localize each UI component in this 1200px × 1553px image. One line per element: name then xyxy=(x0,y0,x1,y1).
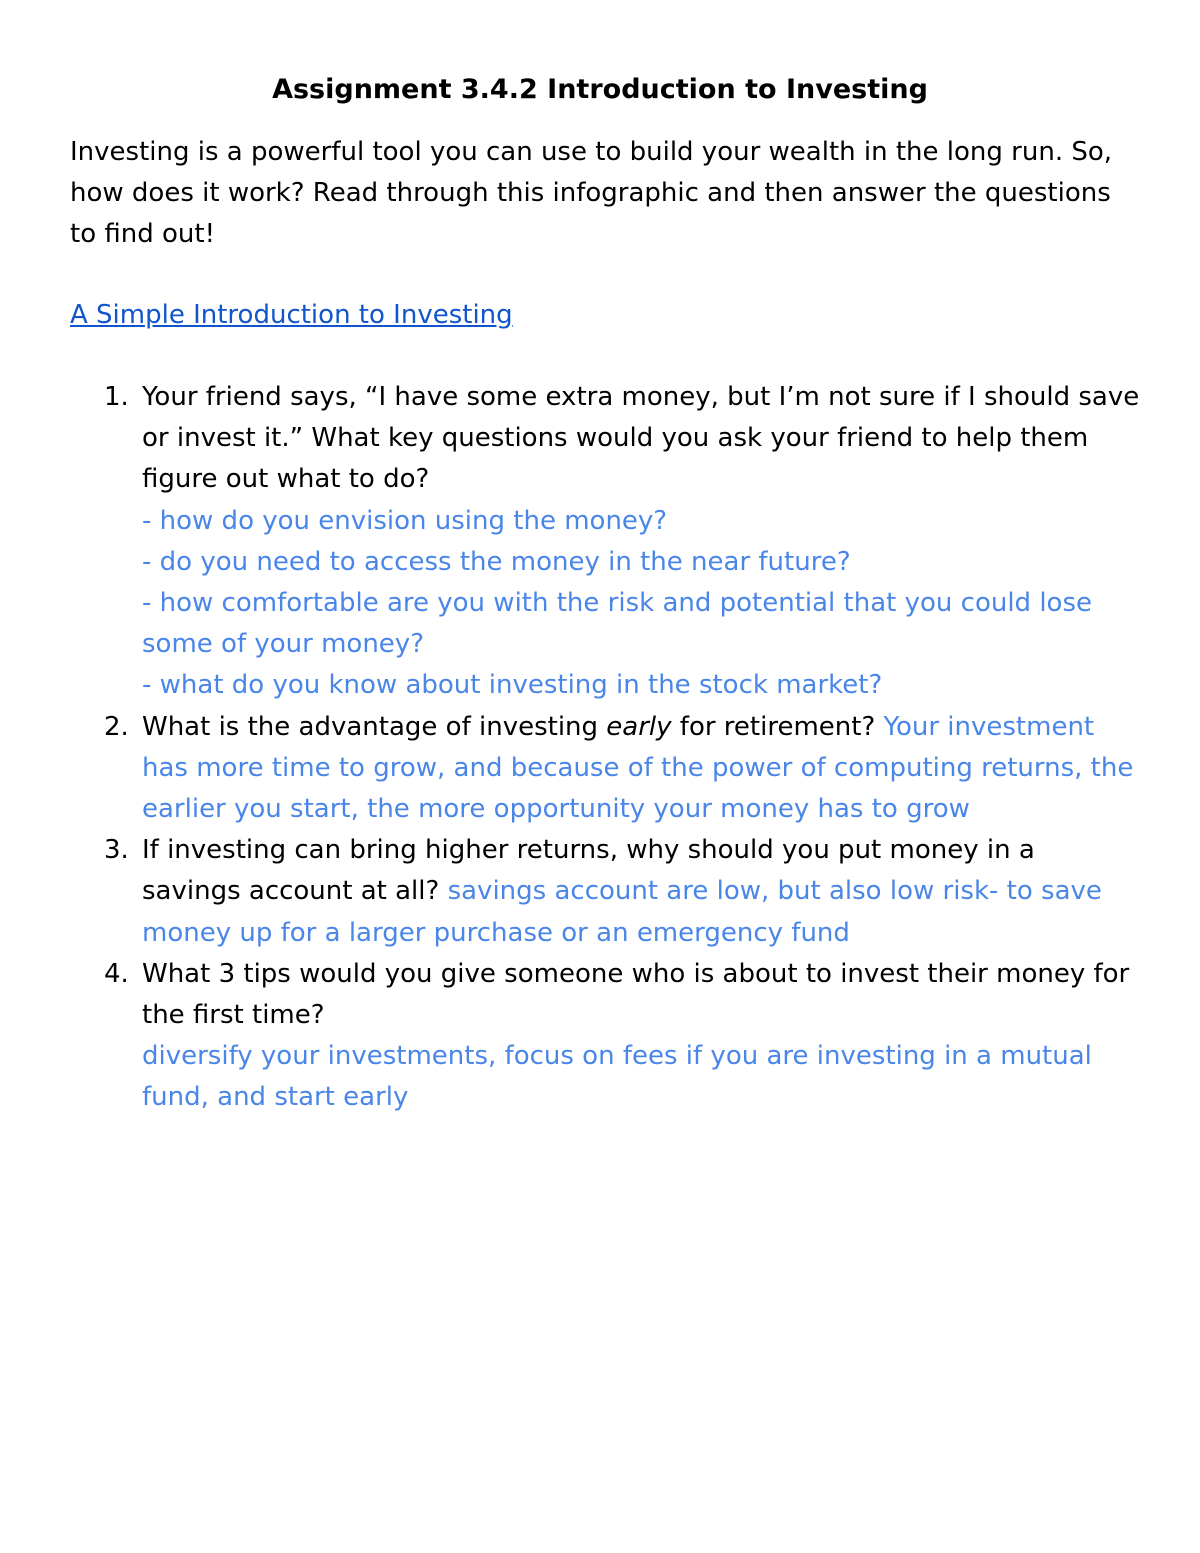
link-paragraph xyxy=(70,295,1140,336)
answer-text: savings account are low, but also low risk- to save money up for a larger purchase or an emergency fund xyxy=(142,876,1102,948)
intro-paragraph: Investing is a powerful tool you can use to build your wealth in the long run. So, how does it work? Read through this infographic and then answer the questions to find out! xyxy=(70,137,1113,249)
question-item-2 xyxy=(70,707,1140,831)
question-number: 4. xyxy=(104,958,129,989)
answer-text: Your investment has more time to grow, and because of the power of computing returns, the earlier you start, the more opportunity your money has to grow xyxy=(142,711,1134,825)
question-number: 3. xyxy=(104,835,129,866)
document-page xyxy=(70,60,1140,1119)
question-item-4 xyxy=(70,954,1140,1119)
question-text: What 3 tips would you give someone who is about to invest their money for the first time? xyxy=(142,958,1130,1031)
answer-line: - how do you envision using the money? xyxy=(142,505,668,536)
question-number: 2. xyxy=(104,711,129,742)
question-text: What is the advantage of investing xyxy=(142,711,607,742)
infographic-link[interactable]: A Simple Introduction to Investing xyxy=(70,300,513,330)
question-text-continued: for retirement? xyxy=(671,711,884,742)
question-number: 1. xyxy=(104,382,129,412)
answer-line: - do you need to access the money in the near future? xyxy=(142,546,851,577)
question-item-1 xyxy=(70,377,1140,707)
question-item-3 xyxy=(70,830,1140,954)
question-text: If investing can bring higher returns, why should you put money in a savings account at all? xyxy=(142,835,1035,907)
answer-line: - what do you know about investing in the stock market? xyxy=(142,670,883,701)
answer-text: diversify your investments, focus on fees if you are investing in a mutual fund, and start early xyxy=(142,1041,1092,1113)
question-list xyxy=(70,377,1140,1119)
question-emphasis: early xyxy=(606,711,672,742)
answer-line: - how comfortable are you with the risk and potential that you could lose some of your money? xyxy=(142,588,1092,660)
question-text: Your friend says, “I have some extra money, but I’m not sure if I should save or invest it.” What key questions would you ask your friend to help them figure out what to do? xyxy=(142,382,1140,495)
document-title: Assignment 3.4.2 Introduction to Investing xyxy=(272,74,928,105)
